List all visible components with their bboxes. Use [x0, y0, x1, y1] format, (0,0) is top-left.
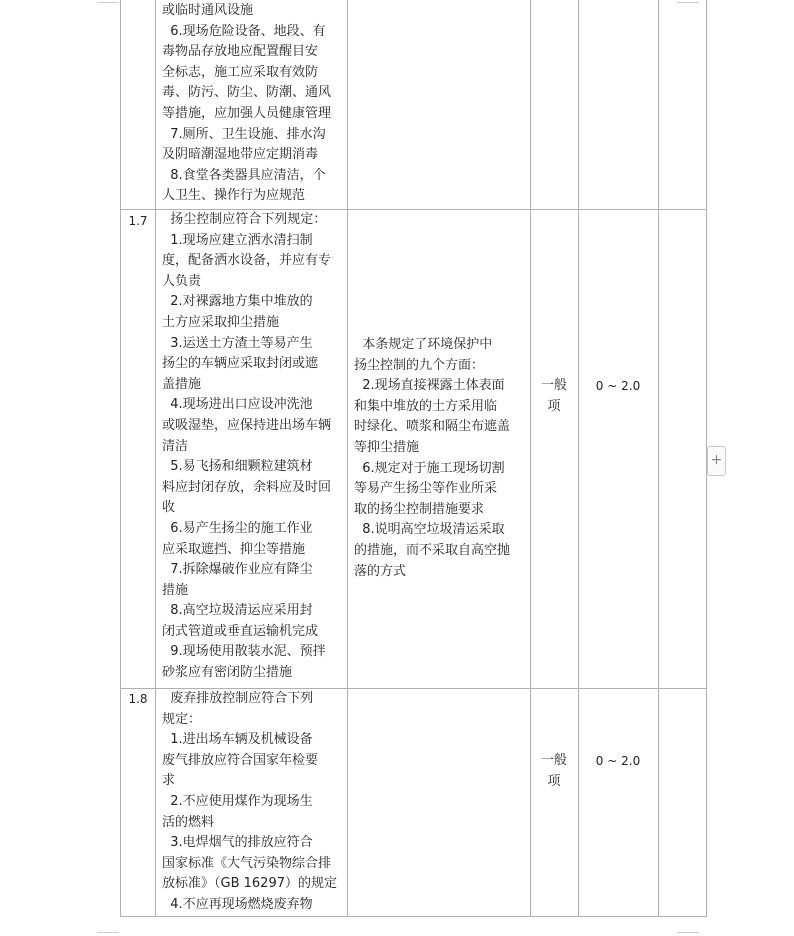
score-range: 0 ~ 2.0 [595, 754, 641, 768]
table-border-left [120, 0, 121, 917]
expand-plus-button[interactable] [707, 446, 726, 476]
category-cell: 一般 项 [540, 378, 567, 414]
column-divider [155, 0, 156, 917]
requirement-text: 或临时通风设施 6.现场危险设备、地段、有 毒物品存放地应配置醒目安 全标志，施工应采取有效防 毒、防污、防尘、防潮、通风 等措施，应加强人员健康管理 7.厕所、卫生设施、排水沟 及阴暗潮湿地带应定期消毒 8.食堂各类器具应清洁，个 人卫生、操作行为应规范 [162, 3, 332, 204]
crop-mark-top-right [677, 2, 699, 3]
requirement-text: 废弃排放控制应符合下列 规定： 1.进出场车辆及机械设备 废气排放应符合国家年检要 求 2.不应使用煤作为现场生 活的燃料 3.电焊烟气的排放应符合 国家标准《大气污染物综合排 放标准》（GB 16297）的规定 4.不应再现场燃烧废弃物 [162, 691, 337, 912]
plus-icon: + [710, 452, 723, 468]
column-divider [347, 0, 348, 917]
requirement-text: 扬尘控制应符合下列规定： 1.现场应建立洒水清扫制 度，配备洒水设备，并应有专 人负责 2.对裸露地方集中堆放的 土方应采取抑尘措施 3.运送土方渣土等易产生 扬尘的车辆应采取封闭或遮 盖措施 4.现场进出口应设冲洗池 或吸湿垫，应保持进出场车辆 清洁 5.易飞扬和细颗粒建筑材 料应封闭存放，余料应及时回 收 6.易产生扬尘的施工作业 应采取遮挡、抑尘等措施 7.拆除爆破作业应有降尘 措施 8.高空垃圾清运应采用封 闭式管道或垂直运输机完成 9.现场使用散装水泥、预拌 砂浆应有密闭防尘措施 [162, 212, 332, 681]
column-divider [658, 0, 659, 917]
crop-mark-bottom-left [97, 932, 119, 933]
column-divider [578, 0, 579, 917]
row-number: 1.7 [128, 214, 148, 228]
column-divider [530, 0, 531, 917]
score-range: 0 ~ 2.0 [595, 379, 641, 393]
crop-mark-bottom-right [677, 932, 699, 933]
category-cell: 一般 项 [540, 753, 567, 789]
table-border-bottom [120, 916, 707, 917]
explanation-text: 本条规定了环境保护中 扬尘控制的九个方面： 2.现场直接裸露土体表面 和集中堆放的土方采用临 时绿化、喷浆和隔尘布遮盖 等抑尘措施 6.规定对于施工现场切割 等易产生扬尘等作业所采 取的扬尘控制措施要求 8.说明高空垃圾清运采取 的措施，而不采取自高空抛 落的方式 [354, 337, 511, 579]
row-number: 1.8 [128, 692, 148, 706]
crop-mark-top-left [97, 2, 119, 3]
